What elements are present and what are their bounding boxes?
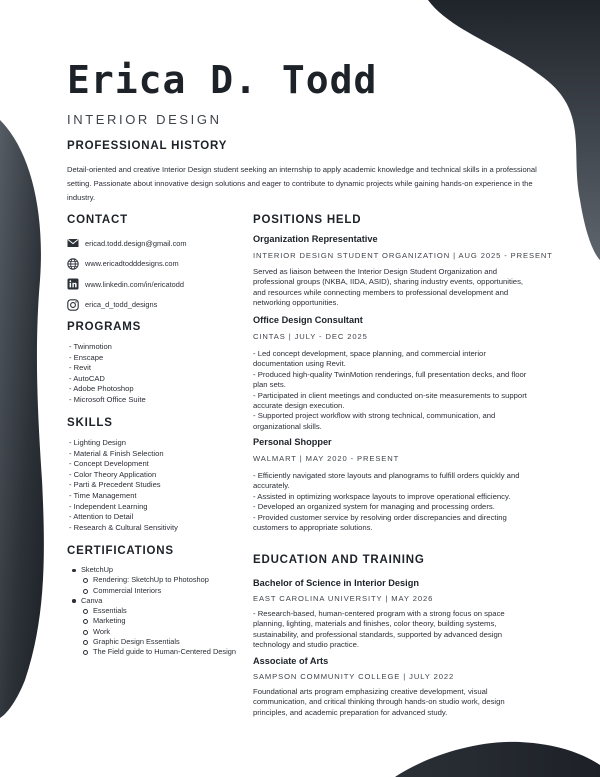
mail-icon [67,237,79,249]
linkedin-icon [67,278,79,290]
skills-list [69,438,178,533]
job-title: Personal Shopper [253,437,332,447]
instagram-icon [67,299,79,311]
job-meta: CINTAS | JULY - DEC 2025 [253,332,368,341]
job-title: Organization Representative [253,234,378,244]
list-item: The Field guide to Human-Centered Design [67,647,237,657]
globe-icon [67,258,79,270]
job-description: - Efficiently navigated store layouts and planograms to fulfill orders quickly and accurately. - Assisted in optimizing workspace layouts to improve operational efficiency. - Developed an organized system for managing and processing orders. - Provided customer service by resolving order discrepancies and directing customers to appropriate solutions. [253,471,520,533]
list-item: Graphic Design Essentials [67,637,237,647]
contact-list [67,233,237,315]
list-item: Rendering: SketchUp to Photoshop [67,575,237,585]
list-item: - Revit [69,363,91,373]
contact-email-text: ericad.todd.design@gmail.com [85,238,187,248]
list-item: - Lighting Design [69,438,126,447]
list-item: - Twinmotion [69,342,112,351]
job-description: - Led concept development, space planning, and commercial interior documentation using Revit. - Produced high-quality TwinMotion renderings, full presentation decks, and floor plan sets. - Participated in client meetings and conducted on-site measurements to support accurate design execution. - Supported project workflow with strong technical, communication, and organizational skills. [253,349,527,431]
list-item: Commercial Interiors [67,586,237,596]
education-degree: Bachelor of Science in Interior Design [253,578,419,588]
skills-heading: SKILLS [67,417,113,429]
contact-instagram-text: erica_d_todd_designs [85,300,158,310]
candidate-title: INTERIOR DESIGN [67,112,222,127]
contact-linkedin[interactable] [67,274,237,295]
list-item: - Color Theory Application [69,469,157,479]
positions-heading: POSITIONS HELD [253,214,362,226]
list-item: Essentials [67,606,237,616]
list-item: SketchUp [67,565,237,575]
candidate-name: Erica D. Todd [67,58,378,102]
contact-instagram[interactable] [67,295,237,316]
contact-heading: CONTACT [67,214,128,226]
professional-history-heading: PROFESSIONAL HISTORY [67,140,228,152]
education-heading: EDUCATION AND TRAINING [253,554,425,566]
list-item: - Adobe Photoshop [69,384,134,394]
professional-summary: Detail-oriented and creative Interior Design student seeking an internship to apply academic knowledge and technical skills in a professional setting. Passionate about innovative design solutions and eager to contribute to dynamic projects while gaining hands-on experience in the industry. [67,165,537,202]
list-item: - Research & Cultural Sensitivity [69,522,178,532]
list-item: Marketing [67,616,237,626]
programs-heading: PROGRAMS [67,321,142,333]
education-meta: EAST CAROLINA UNIVERSITY | MAY 2026 [253,594,434,603]
list-item: - Microsoft Office Suite [69,394,146,404]
education-degree: Associate of Arts [253,656,329,666]
list-item: - Parti & Precedent Studies [69,480,161,490]
education-description: - Research-based, human-centered program with a strong focus on space planning, lighting, materials and finishes, color theory, building systems, sustainability, and professional standards, supported by advanced design technology and studio practice. [253,609,505,650]
contact-email[interactable] [67,233,237,254]
contact-website[interactable] [67,254,237,275]
job-meta: WALMART | MAY 2020 - PRESENT [253,454,400,463]
list-item: - Independent Learning [69,501,148,511]
list-item: - Time Management [69,490,137,500]
list-item: - Material & Finish Selection [69,448,164,458]
job-title: Office Design Consultant [253,315,363,325]
list-item: - AutoCAD [69,373,105,383]
contact-linkedin-text: www.linkedin.com/in/ericatodd [85,279,184,289]
job-description: Served as liaison between the Interior Design Student Organization and professional groups (NKBA, IIDA, ASID), sharing industry events, opportunities, and resources while connecting members to professional development and networking opportunities. [253,267,524,308]
certifications-heading: CERTIFICATIONS [67,545,174,557]
education-description: Foundational arts program emphasizing creative development, visual communication, and critical thinking through hands-on studio work, design principles, and academic preparation for advanced study. [253,687,505,717]
education-meta: SAMPSON COMMUNITY COLLEGE | JULY 2022 [253,672,455,681]
certifications-list [67,565,237,658]
list-item: - Enscape [69,352,104,362]
list-item: - Attention to Detail [69,512,134,522]
contact-website-text: www.ericadtodddesigns.com [85,259,179,269]
job-meta: INTERIOR DESIGN STUDENT ORGANIZATION | AUG 2025 - PRESENT [253,251,553,260]
programs-list [69,342,146,406]
list-item: - Concept Development [69,459,149,469]
list-item: Work [67,627,237,637]
list-item: Canva [67,596,237,606]
